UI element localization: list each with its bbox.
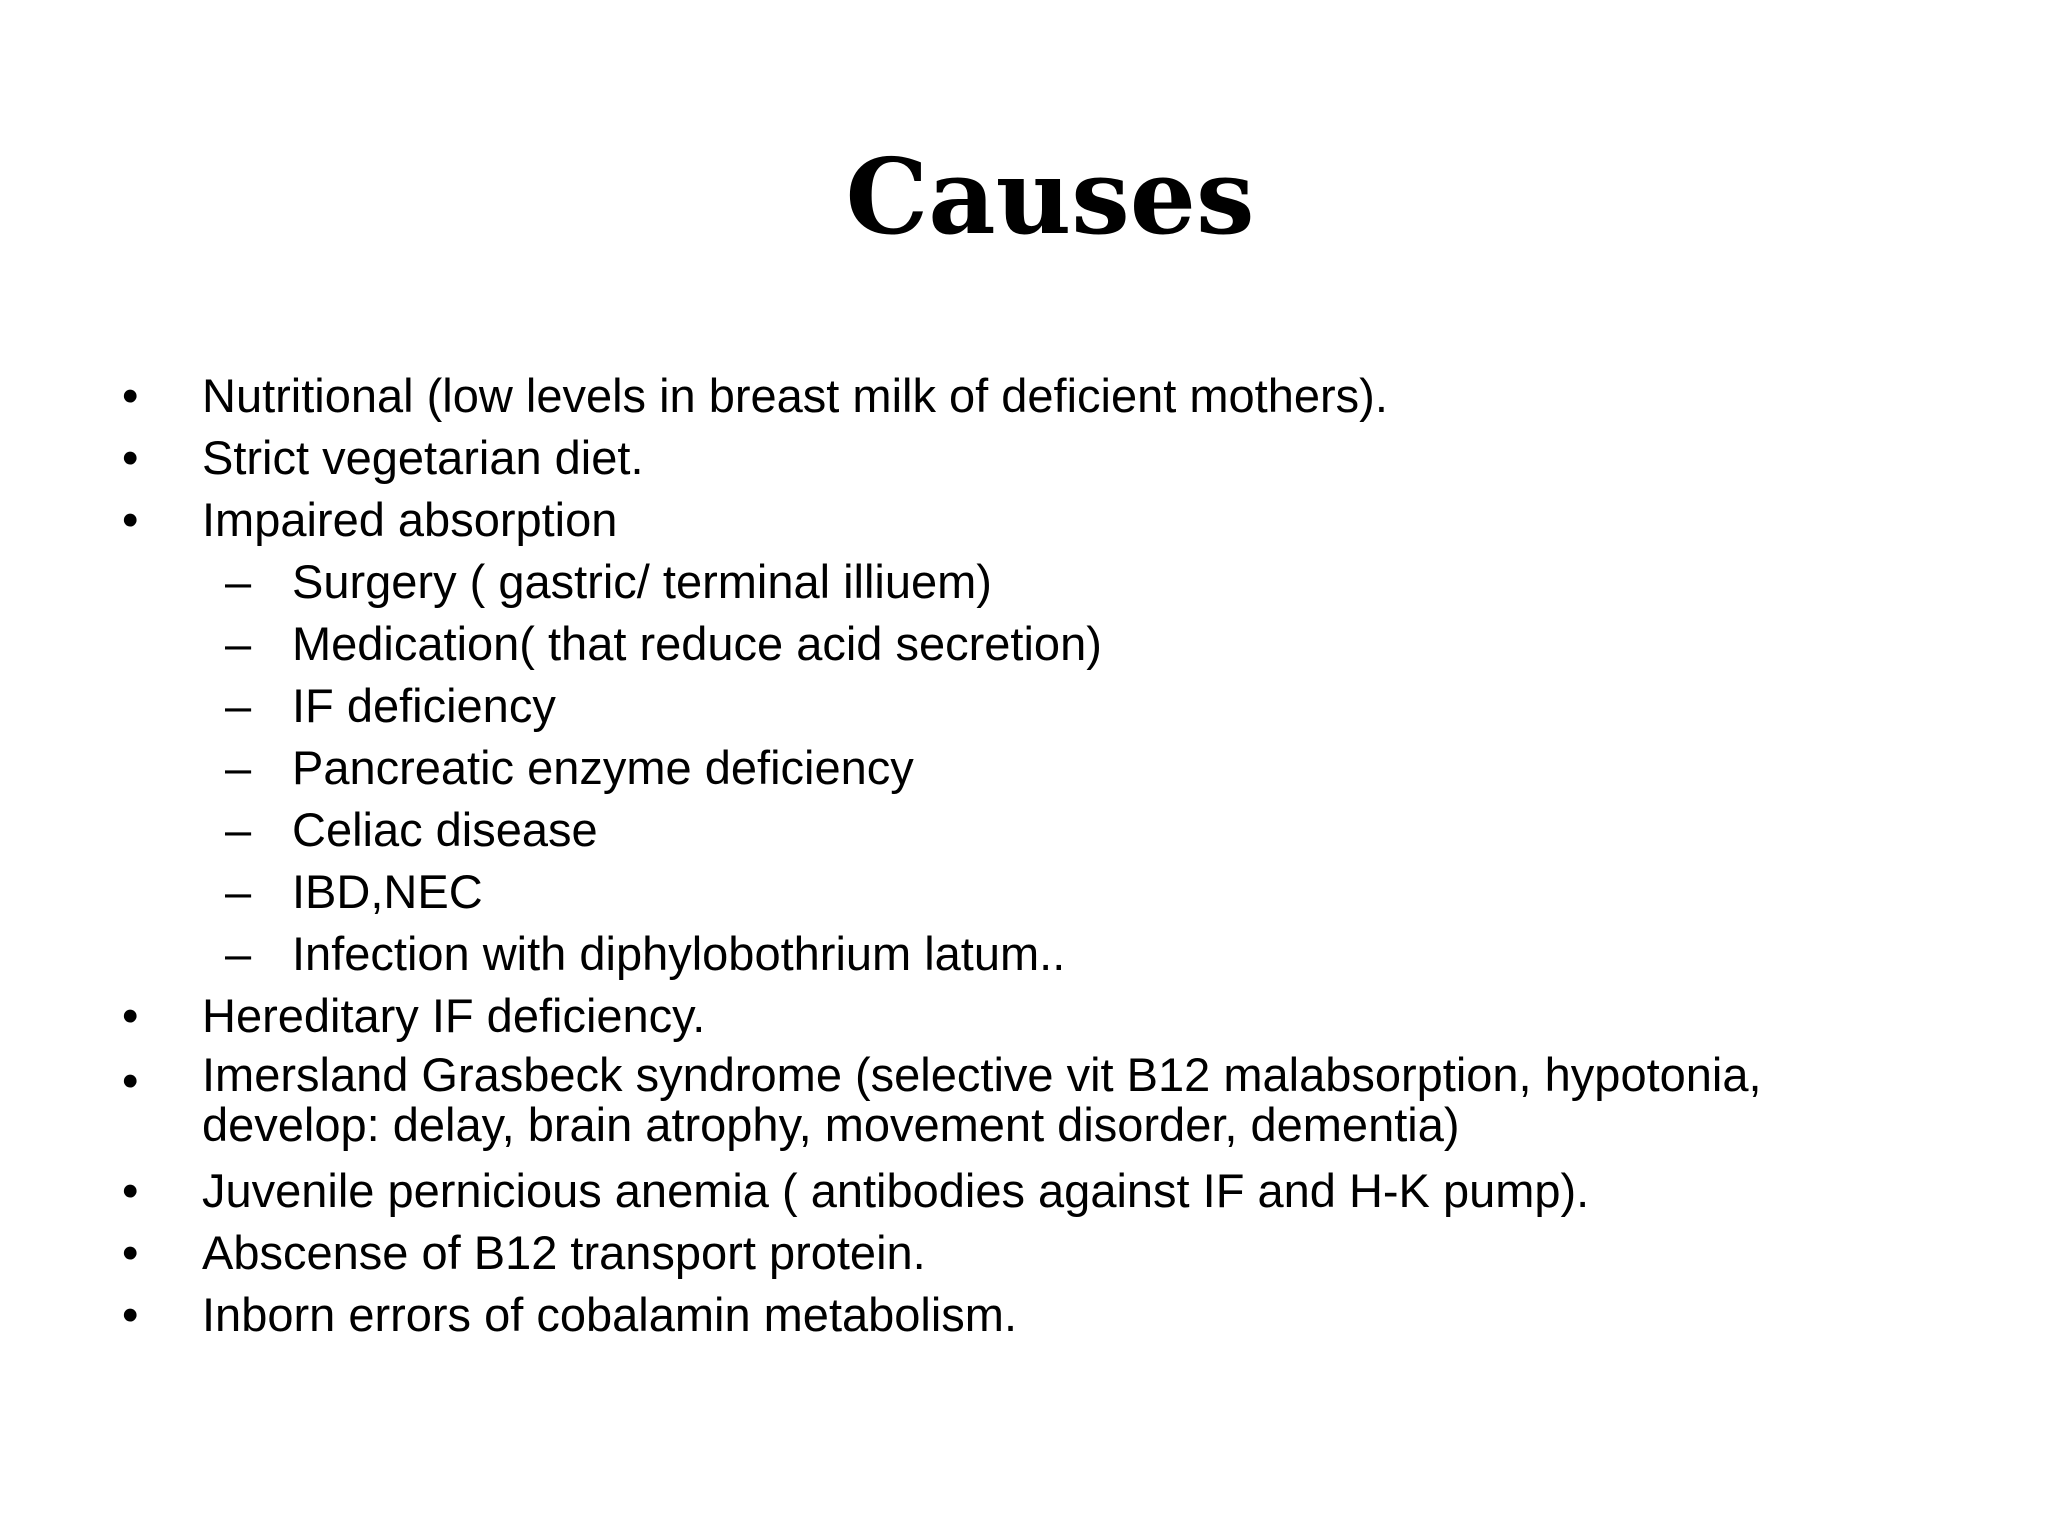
sub-list-item-text: Medication( that reduce acid secretion) — [292, 617, 1102, 670]
bullet-marker: • — [122, 431, 139, 484]
bullet-marker: • — [122, 1226, 139, 1279]
bullet-marker: • — [122, 1288, 139, 1341]
list-item-text: Inborn errors of cobalamin metabolism. — [202, 1288, 1018, 1341]
dash-marker: – — [225, 617, 252, 670]
bullet-marker: • — [122, 1054, 139, 1107]
list-item-text: Juvenile pernicious anemia ( antibodies against IF and H-K pump). — [202, 1164, 1590, 1217]
sub-list-item-text: Infection with diphylobothrium latum.. — [292, 927, 1066, 980]
list-item-text: Strict vegetarian diet. — [202, 431, 644, 484]
dash-marker: – — [225, 803, 252, 856]
sub-list-item-text: Surgery ( gastric/ terminal illiuem) — [292, 555, 992, 608]
slide-title: Causes — [845, 135, 1255, 258]
dash-marker: – — [225, 555, 252, 608]
bullet-marker: • — [122, 989, 139, 1042]
list-item-text: Abscense of B12 transport protein. — [202, 1226, 926, 1279]
dash-marker: – — [225, 741, 252, 794]
list-item-text: Hereditary IF deficiency. — [202, 989, 706, 1042]
sub-list-item-text: IBD,NEC — [292, 865, 483, 918]
sub-list-item-text: IF deficiency — [292, 679, 556, 732]
bullet-marker: • — [122, 369, 139, 422]
bullet-marker: • — [122, 1164, 139, 1217]
sub-list-item-text: Pancreatic enzyme deficiency — [292, 741, 914, 794]
dash-marker: – — [225, 679, 252, 732]
list-item-text: Nutritional (low levels in breast milk of deficient mothers). — [202, 369, 1388, 422]
dash-marker: – — [225, 927, 252, 980]
bullet-marker: • — [122, 493, 139, 546]
list-item-text: Impaired absorption — [202, 493, 618, 546]
sub-list-item-text: Celiac disease — [292, 803, 598, 856]
list-item-text: Imersland Grasbeck syndrome (selective vit B12 malabsorption, hypotonia, develop: delay, brain atrophy, movement disorder, dementia) — [202, 1048, 1762, 1151]
dash-marker: – — [225, 865, 252, 918]
